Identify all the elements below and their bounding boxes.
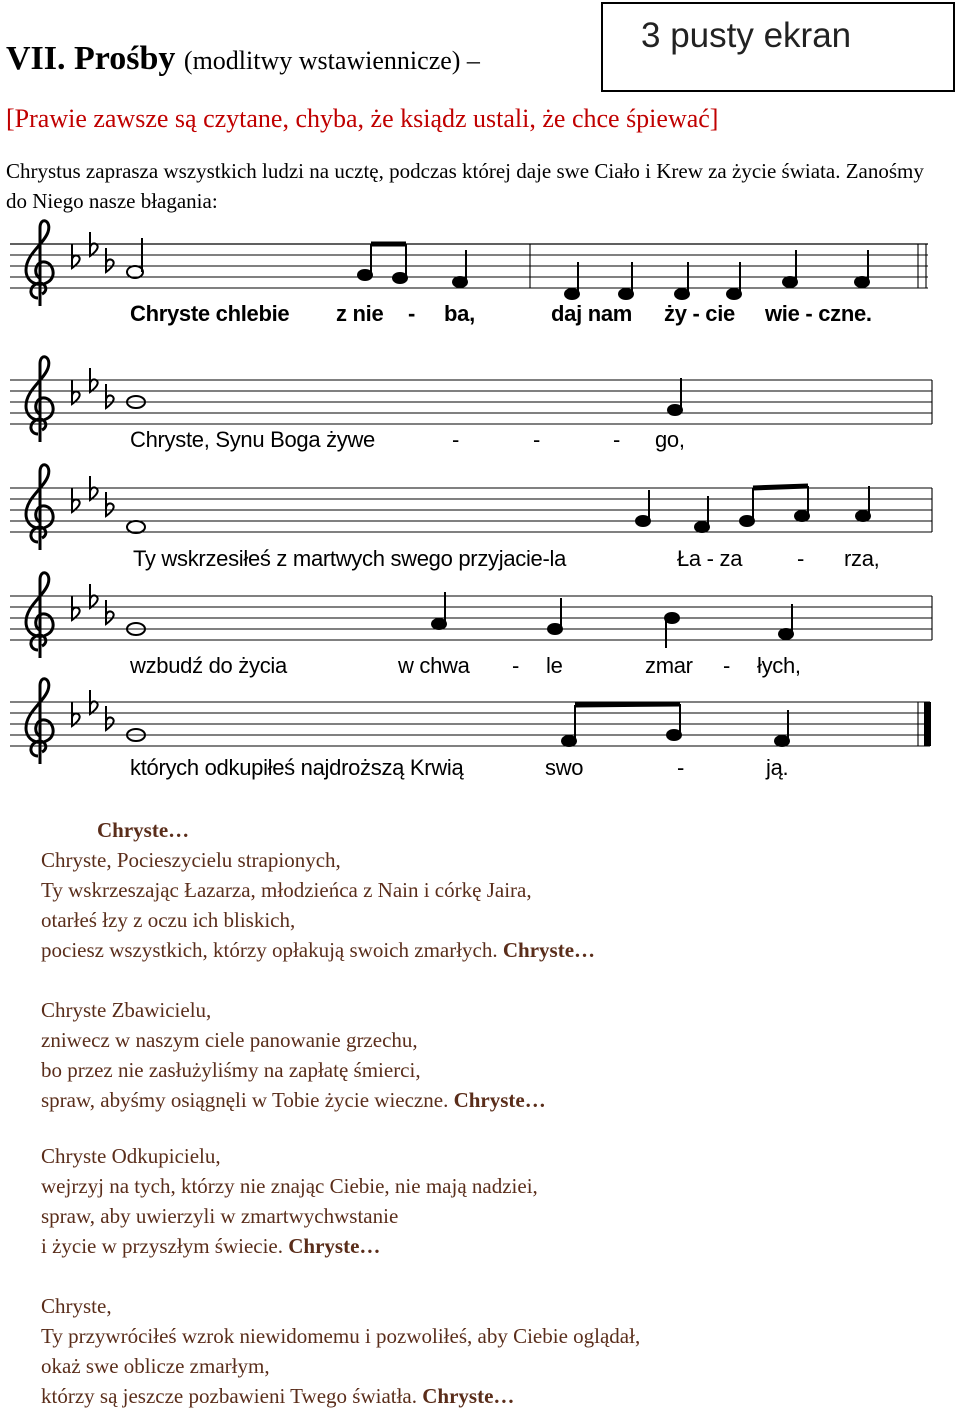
petition-line: Chryste Zbawicielu,	[41, 998, 212, 1022]
lyric-1-e: daj nam	[551, 301, 633, 326]
petition-2	[41, 995, 546, 1115]
lyric-3-a: Ty wskrzesiłeś z martwych swego przyjacie-la	[133, 546, 567, 571]
petition-line: pociesz wszystkich, którzy opłakują swoich zmarłych.	[41, 938, 498, 962]
petition-line: Chryste Odkupicielu,	[41, 1144, 221, 1168]
petition-4	[41, 1291, 640, 1411]
petition-refrain: Chryste…	[453, 1088, 546, 1112]
refrain-heading	[97, 815, 189, 845]
lyric-4-b: w chwa	[398, 653, 470, 678]
petition-line: bo przez nie zasłużyliśmy na zapłatę śmierci,	[41, 1058, 421, 1082]
lyric-1-f: ży - cie	[664, 301, 735, 326]
petition-line: i życie w przyszłym świecie.	[41, 1234, 283, 1258]
intro-text: Chrystus zaprasza wszystkich ludzi na ucztę, podczas której daje swe Ciało i Krew za życie świata. Zanośmy do Niego nasze błagania:	[6, 159, 924, 213]
petition-line: spraw, abyśmy osiągnęli w Tobie życie wieczne.	[41, 1088, 449, 1112]
lyric-1-g: wie - czne.	[765, 301, 872, 326]
lyric-3-c: -	[797, 546, 805, 571]
heading-sub: (modlitwy wstawiennicze) –	[183, 46, 480, 75]
lyric-3-b: Ła - za	[677, 546, 743, 571]
petition-refrain: Chryste…	[288, 1234, 381, 1258]
lyric-1-c: -	[408, 301, 416, 326]
petition-line: otarłeś łzy z oczu ich bliskich,	[41, 908, 296, 932]
lyric-4-d: le	[546, 653, 563, 678]
petition-refrain: Chryste…	[422, 1384, 515, 1408]
lyric-2-e: go,	[655, 427, 685, 452]
lyric-1-a: Chryste chlebie	[130, 301, 290, 326]
instruction-note: [Prawie zawsze są czytane, chyba, że ksiądz ustali, że chce śpiewać]	[6, 104, 719, 133]
refrain-label: Chryste…	[97, 818, 190, 842]
petition-line: Ty przywróciłeś wzrok niewidomemu i pozwoliłeś, aby Ciebie oglądał,	[41, 1324, 641, 1348]
lyric-5-c: -	[677, 755, 685, 780]
screen-label: 3 pusty ekran	[641, 16, 852, 55]
heading-main: VII. Prośby	[6, 40, 176, 77]
petition-line: spraw, aby uwierzyli w zmartwychwstanie	[41, 1204, 399, 1228]
lyric-4-f: -	[723, 653, 731, 678]
lyric-5-d: ją.	[766, 755, 789, 780]
lyric-2-c: -	[533, 427, 541, 452]
petition-line: zniwecz w naszym ciele panowanie grzechu,	[41, 1028, 418, 1052]
petition-3	[41, 1141, 538, 1261]
lyric-4-a: wzbudź do życia	[130, 653, 287, 678]
lyric-5-a: których odkupiłeś najdroższą Krwią	[130, 755, 464, 780]
petition-line: Chryste,	[41, 1294, 112, 1318]
petition-line: Ty wskrzeszając Łazarza, młodzieńca z Nain i córkę Jaira,	[41, 878, 532, 902]
petition-line: Chryste, Pocieszycielu strapionych,	[41, 848, 341, 872]
lyric-1-d: ba,	[444, 301, 475, 326]
petition-refrain: Chryste…	[502, 938, 596, 962]
lyric-4-g: łych,	[757, 653, 801, 678]
lyric-2-d: -	[613, 427, 621, 452]
lyric-2-a: Chryste, Synu Boga żywe	[130, 427, 375, 452]
petition-line: którzy są jeszcze pozbawieni Twego światła.	[41, 1384, 418, 1408]
lyric-5-b: swo	[545, 755, 584, 780]
lyric-1-b: z nie	[336, 301, 384, 326]
petition-1	[41, 845, 595, 965]
lyric-4-e: zmar	[645, 653, 693, 678]
lyric-2-b: -	[452, 427, 460, 452]
lyric-4-c: -	[512, 653, 520, 678]
petition-line: okaż swe oblicze zmarłym,	[41, 1354, 270, 1378]
lyric-3-d: rza,	[844, 546, 880, 571]
petition-line: wejrzyj na tych, którzy nie znając Ciebie, nie mają nadziei,	[41, 1174, 538, 1198]
